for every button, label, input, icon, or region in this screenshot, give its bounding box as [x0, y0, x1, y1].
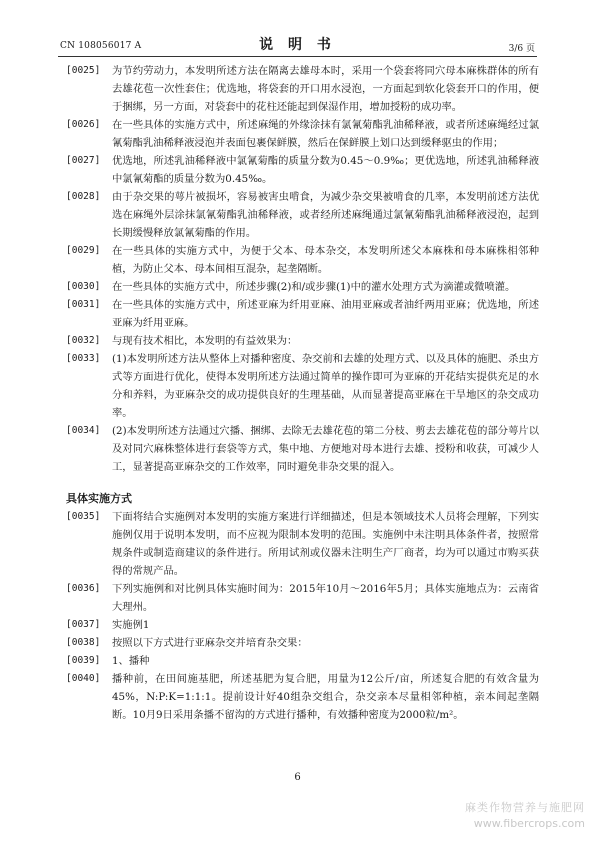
paragraph-text: 在一些具体的实施方式中，所述步骤(2)和/或步骤(1)中的灌水处理方式为滴灌或微喷灌。 [112, 281, 516, 293]
paragraph-number: [0036] [66, 583, 101, 594]
paragraph [66, 508, 539, 580]
paragraph [66, 422, 539, 476]
paragraph [66, 332, 539, 350]
header-rule [58, 56, 537, 57]
paragraph-number: [0030] [66, 281, 101, 292]
paragraph-text: 按照以下方式进行亚麻杂交并培育杂交果： [112, 637, 308, 649]
paragraph-group-1 [66, 62, 539, 476]
paragraph [66, 62, 539, 116]
paragraph-number: [0037] [66, 619, 101, 630]
paragraph [66, 580, 539, 616]
watermark-site-name: 麻类作物营养与施肥网 [465, 801, 585, 814]
paragraph-number: [0034] [66, 425, 101, 436]
watermark [465, 800, 585, 832]
paragraph-text: 优选地，所述乳油稀释液中氯氰菊酯的质量分数为0.45～0.9‰；更优选地，所述乳油稀释液中氯氰菊酯的质量分数为0.45‰。 [112, 155, 539, 185]
paragraph [66, 616, 539, 634]
paragraph-text: 由于杂交果的萼片被损坏，容易被害虫啃食，为减少杂交果被啃食的几率，本发明前述方法优选在麻绳外层涂抹氯氰菊酯乳油稀释液，或者经所述麻绳通过氯氰菊酯乳油稀释液浸泡，起到长期缓慢释放氯氰菊酯的作用。 [112, 191, 539, 239]
paragraph [66, 350, 539, 422]
paragraph-number: [0038] [66, 637, 101, 648]
patent-number: CN 108056017 A [60, 41, 142, 51]
paragraph-text: 与现有技术相比，本发明的有益效果为： [112, 335, 298, 347]
paragraph-number: [0027] [66, 155, 101, 166]
paragraph-group-2 [66, 508, 539, 724]
paragraph [66, 296, 539, 332]
paragraph-text: 播种前，在田间施基肥，所述基肥为复合肥，用量为12公斤/亩，所述复合肥的有效含量为45%，N:P:K=1:1:1。提前设计好40组杂交组合，杂交亲本尽量相邻种植，亲本间起垄隔断。10月9日采用条播不留沟的方式进行播种，有效播种密度为2000粒/m²。 [112, 673, 539, 721]
paragraph-text: 为节约劳动力，本发明所述方法在隔离去雄母本时，采用一个袋套将同穴母本麻株群体的所有去雄花苞一次性套住；优选地，将袋套的开口用水浸泡，一方面起到软化袋套开口的作用，便于捆绑，另一方面，对袋套中的花柱还能起到保湿作用，增加授粉的成功率。 [112, 65, 539, 113]
document-body [66, 62, 539, 724]
paragraph-number: [0033] [66, 353, 101, 364]
paragraph-text: 下面将结合实施例对本发明的实施方案进行详细描述，但是本领域技术人员将会理解，下列实施例仅用于说明本发明，而不应视为限制本发明的范围。实施例中未注明具体条件者，按照常规条件或制造商建议的条件进行。所用试剂或仪器未注明生产厂商者，均为可以通过市购买获得的常规产品。 [112, 511, 539, 577]
paragraph-number: [0039] [66, 655, 101, 666]
paragraph-number: [0028] [66, 191, 101, 202]
paragraph-number: [0035] [66, 511, 101, 522]
paragraph [66, 116, 539, 152]
paragraph [66, 152, 539, 188]
paragraph [66, 278, 539, 296]
watermark-url: www.fibercrops.com [473, 817, 585, 830]
page-indicator: 3/6 页 [508, 44, 535, 54]
paragraph-text: 在一些具体的实施方式中，为便于父本、母本杂交，本发明所述父本麻株和母本麻株相邻种植，为防止父本、母本间相互混杂，起垄隔断。 [112, 245, 539, 275]
paragraph-text: (2)本发明所述方法通过穴播、捆绑、去除无去雄花苞的第二分枝、剪去去雄花苞的部分萼片以及对同穴麻株整体进行套袋等方式，集中地、方便地对母本进行去雄、授粉和收获，可减少人工，显著提高亚麻杂交的工作效率，同时避免非杂交果的混入。 [112, 425, 539, 473]
paragraph-number: [0026] [66, 119, 101, 130]
paragraph-number: [0031] [66, 299, 101, 310]
paragraph-text: 1、播种 [112, 655, 150, 667]
paragraph-text: (1)本发明所述方法从整体上对播种密度、杂交前和去雄的处理方式、以及具体的施肥、杀虫方式等方面进行优化，使得本发明所述方法通过简单的操作即可为亚麻的开花结实提供充足的水分和养料，为亚麻杂交的成功提供良好的生理基础，从而显著提高亚麻在干旱地区的杂交成功率。 [112, 353, 539, 419]
paragraph-text: 在一些具体的实施方式中，所述麻绳的外缘涂抹有氯氰菊酯乳油稀释液，或者所述麻绳经过氯氰菊酯乳油稀释液浸泡并表面包裹保鲜膜，然后在保鲜膜上划口达到缓释驱虫的作用； [112, 119, 539, 149]
paragraph [66, 188, 539, 242]
paragraph-number: [0029] [66, 245, 101, 256]
paragraph-text: 实施例1 [112, 619, 150, 631]
paragraph [66, 670, 539, 724]
paragraph [66, 242, 539, 278]
page-number: 6 [294, 772, 301, 783]
paragraph-text: 在一些具体的实施方式中，所述亚麻为纤用亚麻、油用亚麻或者油纤两用亚麻；优选地，所述亚麻为纤用亚麻。 [112, 299, 539, 329]
paragraph-text: 下列实施例和对比例具体实施时间为：2015年10月～2016年5月；具体实施地点为：云南省大理州。 [112, 583, 539, 613]
page-header [0, 0, 595, 60]
paragraph [66, 652, 539, 670]
paragraph [66, 634, 539, 652]
section-heading: 具体实施方式 [66, 492, 132, 505]
document-title: 说 明 书 [259, 37, 336, 53]
paragraph-number: [0040] [66, 673, 101, 684]
paragraph-number: [0032] [66, 335, 101, 346]
paragraph-number: [0025] [66, 65, 101, 76]
